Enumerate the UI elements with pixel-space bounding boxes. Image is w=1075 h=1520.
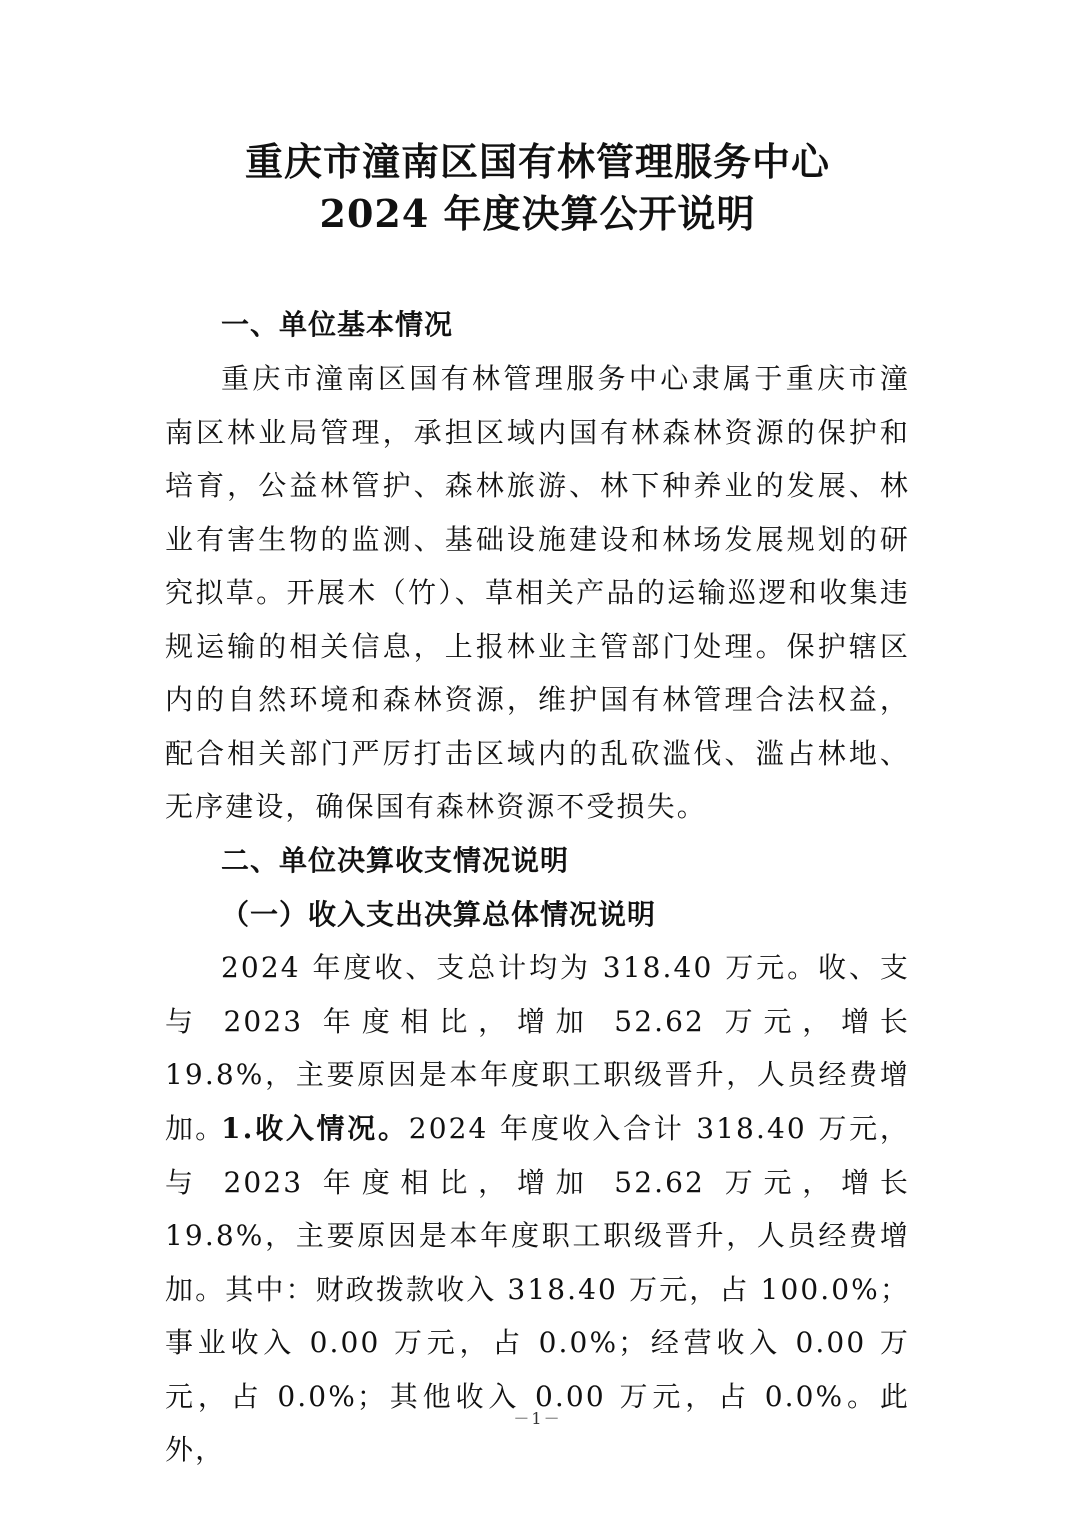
section-heading-budget-explanation: 二、单位决算收支情况说明 [221,844,570,877]
document-title-line-2: 2024 年度决算公开说明 [319,191,756,236]
section-heading-basic-info: 一、单位基本情况 [221,308,454,341]
income-lead-label: 1.收入情况。 [221,1112,409,1145]
income-text: 2024 年度收入合计 318.40 万元，与 2023 年度相比，增加 52.62 万元，增长 19.8%，主要原因是本年度职工职级晋升，人员经费增加。其中：财政拨款收入 318.40 万元，占 100.0%；事业收入 0.00 万元，占 0.0%；经营收入 0.00 万元，占 0.0%；其他收入 0.00 万元，占 0.0%。此外， [165,1112,910,1466]
paragraph-basic-info: 重庆市潼南区国有林管理服务中心隶属于重庆市潼南区林业局管理，承担区域内国有林森林资源的保护和培育，公益林管护、森林旅游、林下种养业的发展、林业有害生物的监测、基础设施建设和林场发展规划的研究拟草。开展木（竹）、草相关产品的运输巡逻和收集违规运输的相关信息，上报林业主管部门处理。保护辖区内的自然环境和森林资源，维护国有林管理合法权益，配合相关部门严厉打击区域内的乱砍滥伐、滥占林地、无序建设，确保国有森林资源不受损失。 [165,362,910,823]
document-title-line-1: 重庆市潼南区国有林管理服务中心 [244,139,830,184]
page-number: －1－ [513,1409,562,1428]
subsection-heading-overall: （一）收入支出决算总体情况说明 [221,898,657,931]
paragraph-overview: 2024 年度收、支总计均为 318.40 万元。收、支与 2023 年度相比，增加 52.62 万元，增长 19.8%，主要原因是本年度职工职级晋升，人员经费增加。 [165,951,910,1145]
